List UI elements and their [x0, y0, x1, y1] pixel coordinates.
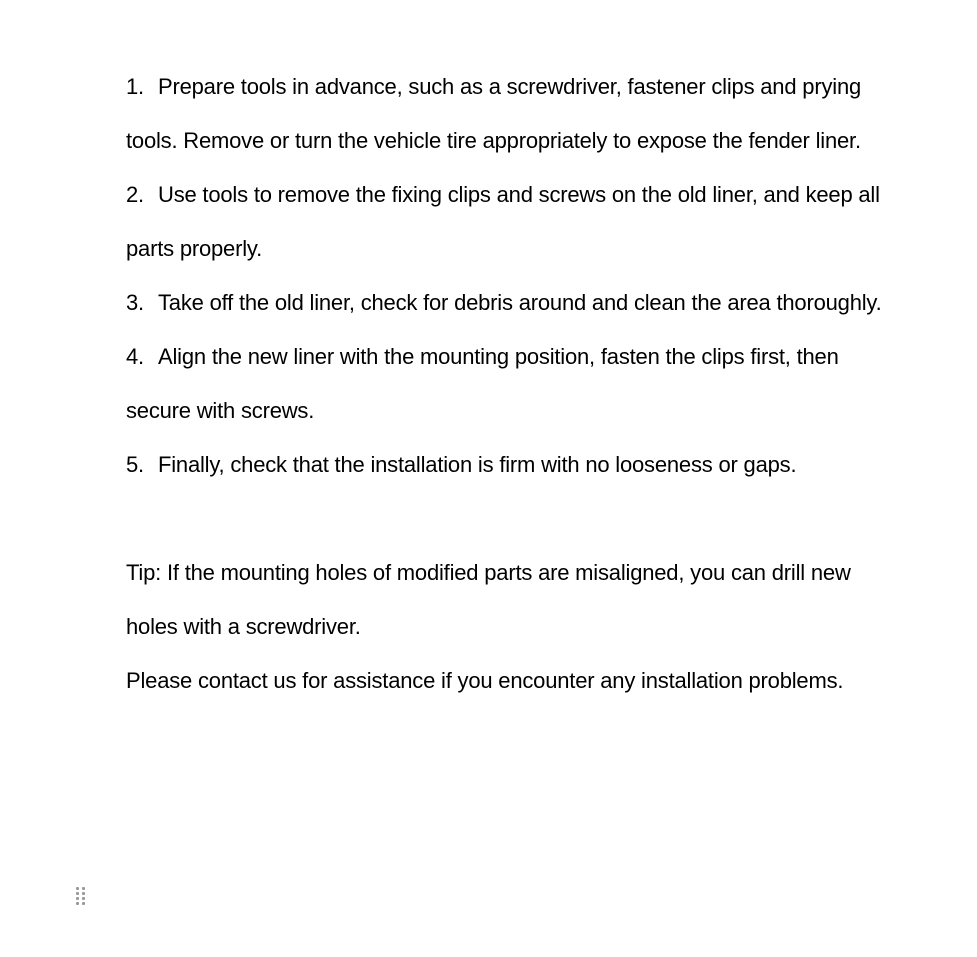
step-1	[126, 60, 886, 168]
step-3	[126, 276, 886, 330]
step-text: Take off the old liner, check for debris around and clean the area thoroughly.	[158, 290, 882, 315]
step-2	[126, 168, 886, 276]
step-text: Align the new liner with the mounting position, fasten the clips first, then secure with screws.	[126, 344, 839, 423]
tip-paragraph: Tip: If the mounting holes of modified parts are misaligned, you can drill new holes with a screwdriver.	[126, 560, 851, 639]
paragraph-spacer	[126, 492, 886, 546]
document-body	[126, 60, 886, 708]
step-4	[126, 330, 886, 438]
step-text: Prepare tools in advance, such as a screwdriver, fastener clips and prying tools. Remove or turn the vehicle tire appropriately to expose the fender liner.	[126, 74, 862, 153]
step-number: 4.	[126, 344, 144, 369]
contact-paragraph: Please contact us for assistance if you encounter any installation problems.	[126, 668, 844, 693]
step-number: 1.	[126, 74, 144, 99]
step-text: Finally, check that the installation is firm with no looseness or gaps.	[158, 452, 797, 477]
drag-handle-icon[interactable]	[76, 887, 86, 905]
step-text: Use tools to remove the fixing clips and screws on the old liner, and keep all parts properly.	[126, 182, 880, 261]
step-5	[126, 438, 886, 492]
step-number: 2.	[126, 182, 144, 207]
step-number: 5.	[126, 452, 144, 477]
step-number: 3.	[126, 290, 144, 315]
